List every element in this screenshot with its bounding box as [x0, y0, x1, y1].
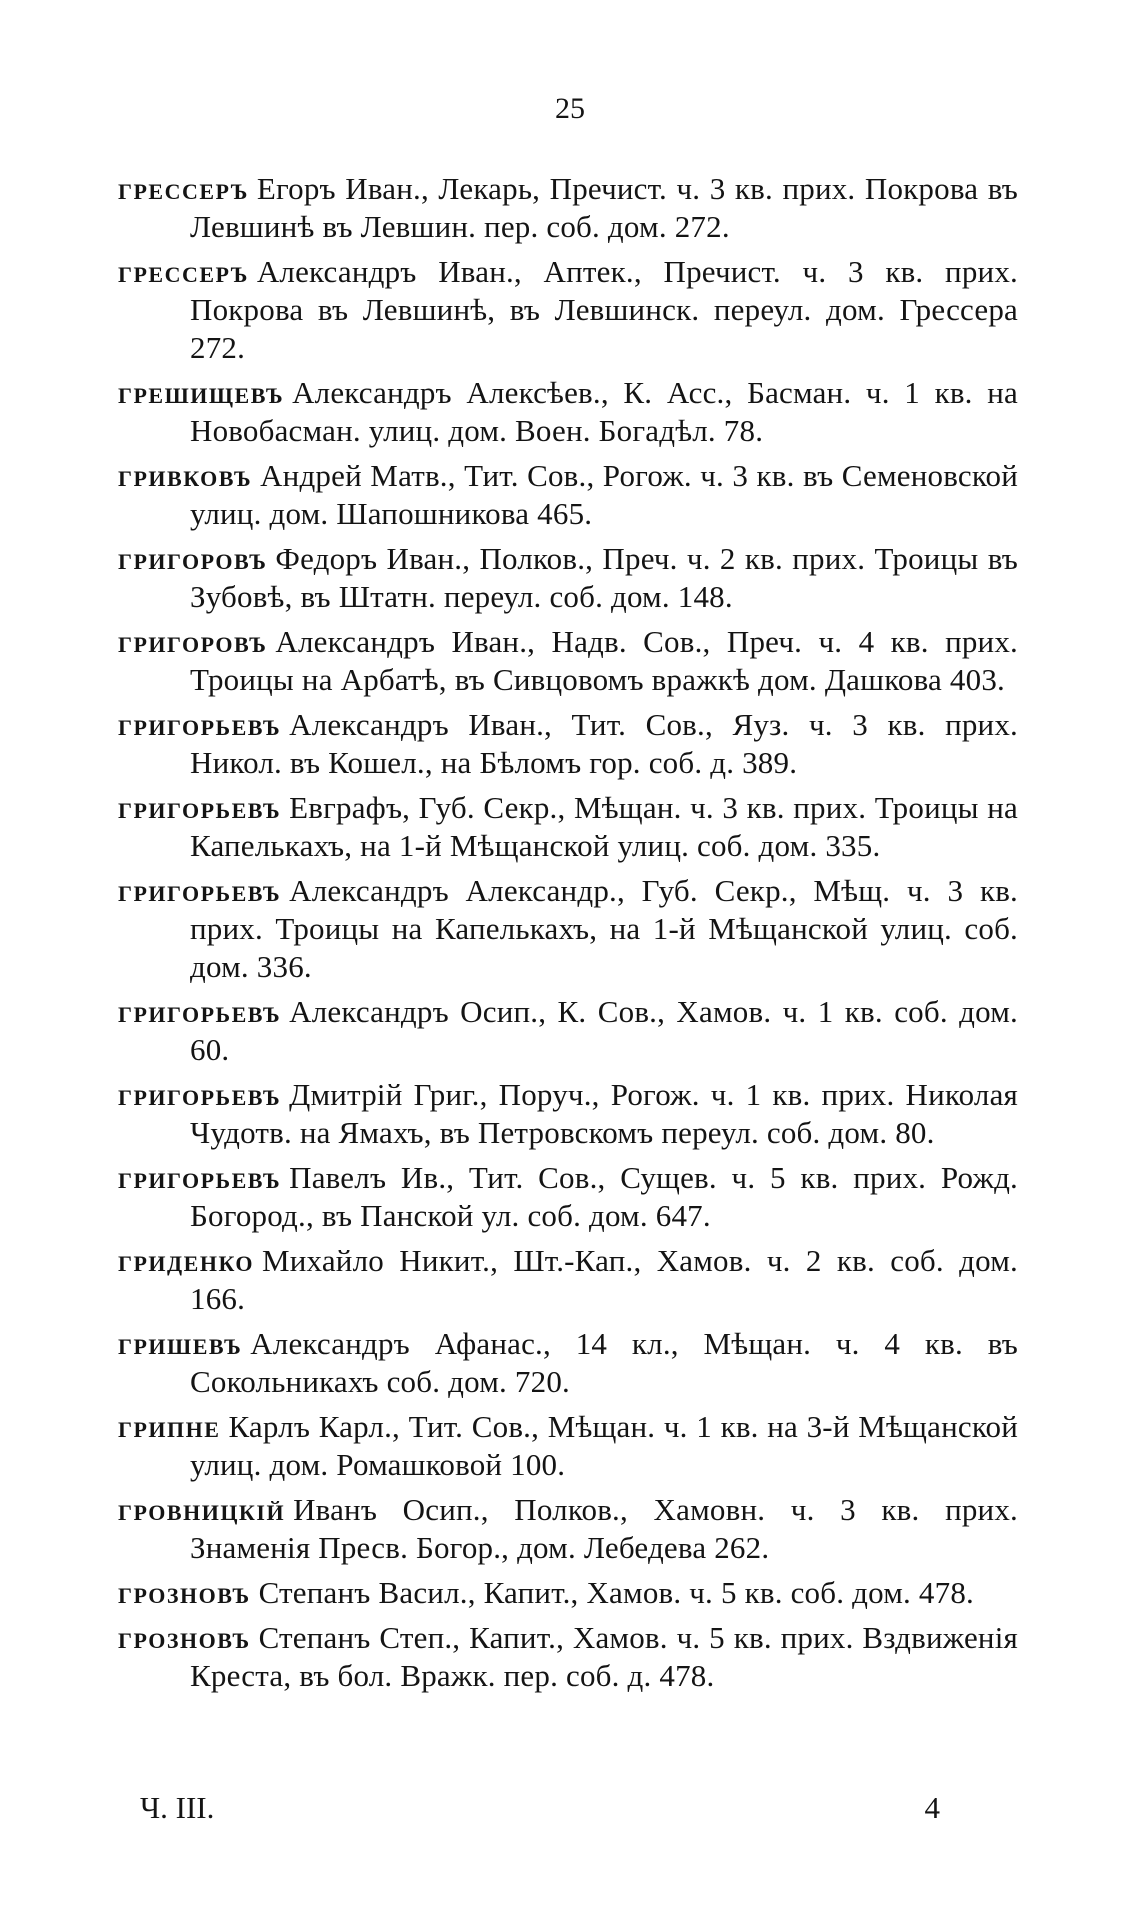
directory-entry: [118, 457, 1018, 533]
entry-surname: грозновъ: [118, 1575, 251, 1610]
page-number: 25: [555, 92, 585, 125]
entry-text: Иванъ Осип., Полков., Хамовн. ч. 3 кв. прих. Знаменія Пресв. Богор., дом. Лебедева 262.: [190, 1492, 1018, 1565]
entry-text: Александръ Иван., Тит. Сов., Яуз. ч. 3 кв. прих. Никол. въ Кошел., на Бѣломъ гор. соб. д. 389.: [190, 707, 1018, 780]
entry-surname: григорьевъ: [118, 790, 282, 825]
entry-surname: гриденко: [118, 1243, 254, 1278]
entry-text: Александръ Иван., Аптек., Пречист. ч. 3 кв. прих. Покрова въ Левшинѣ, въ Левшинск. переул. дом. Грессера 272.: [190, 254, 1018, 365]
entry-text: Степанъ Степ., Капит., Хамов. ч. 5 кв. прих. Вздвиженія Креста, въ бол. Вражк. пер. соб. д. 478.: [190, 1620, 1018, 1693]
directory-entry: [118, 374, 1018, 450]
directory-entry: [118, 1325, 1018, 1401]
entry-surname: грессеръ: [118, 254, 249, 289]
entry-text: Дмитрій Григ., Поруч., Рогож. ч. 1 кв. прих. Николая Чудотв. на Ямахъ, въ Петровскомъ переул. соб. дом. 80.: [190, 1077, 1018, 1150]
entry-text: Андрей Матв., Тит. Сов., Рогож. ч. 3 кв. въ Семеновской улиц. дом. Шапошникова 465.: [190, 458, 1018, 531]
directory-entry: [118, 1491, 1018, 1567]
entry-surname: григорьевъ: [118, 707, 282, 742]
directory-entry: [118, 623, 1018, 699]
directory-entry: [118, 993, 1018, 1069]
entry-surname: григорьевъ: [118, 1160, 282, 1195]
directory-entry: [118, 1574, 1018, 1612]
entry-text: Александръ Алексѣев., К. Асс., Басман. ч. 1 кв. на Новобасман. улиц. дом. Воен. Богадѣл. 78.: [190, 375, 1018, 448]
entry-surname: грипне: [118, 1409, 221, 1444]
entry-surname: григоровъ: [118, 541, 268, 576]
entry-text: Александръ Афанас., 14 кл., Мѣщан. ч. 4 кв. въ Сокольникахъ соб. дом. 720.: [190, 1326, 1018, 1399]
entry-text: Павелъ Ив., Тит. Сов., Сущев. ч. 5 кв. прих. Рожд. Богород., въ Панской ул. соб. дом. 647.: [190, 1160, 1018, 1233]
directory-entry: [118, 540, 1018, 616]
entry-surname: грешищевъ: [118, 375, 285, 410]
directory-entry: [118, 1076, 1018, 1152]
entry-text: Александръ Осип., К. Сов., Хамов. ч. 1 кв. соб. дом. 60.: [190, 994, 1018, 1067]
entry-text: Федоръ Иван., Полков., Преч. ч. 2 кв. прих. Троицы въ Зубовѣ, въ Штатн. переул. соб. дом. 148.: [190, 541, 1018, 614]
entry-surname: грозновъ: [118, 1620, 251, 1655]
directory-entry: [118, 1159, 1018, 1235]
directory-entry: [118, 1408, 1018, 1484]
signature-mark: Ч. III.: [140, 1790, 215, 1825]
entry-surname: григорьевъ: [118, 1077, 282, 1112]
entry-surname: гришевъ: [118, 1326, 243, 1361]
entry-text: Степанъ Васил., Капит., Хамов. ч. 5 кв. соб. дом. 478.: [258, 1575, 974, 1610]
entry-text: Карлъ Карл., Тит. Сов., Мѣщан. ч. 1 кв. на 3-й Мѣщанской улиц. дом. Ромашковой 100.: [190, 1409, 1018, 1482]
entry-surname: григорьевъ: [118, 994, 282, 1029]
entry-surname: гровницкій: [118, 1492, 286, 1527]
directory-entry: [118, 1242, 1018, 1318]
entry-text: Михайло Никит., Шт.-Кап., Хамов. ч. 2 кв. соб. дом. 166.: [190, 1243, 1018, 1316]
directory-entry: [118, 170, 1018, 246]
directory-entry: [118, 1619, 1018, 1695]
entry-text: Егоръ Иван., Лекарь, Пречист. ч. 3 кв. прих. Покрова въ Левшинѣ въ Левшин. пер. соб. дом. 272.: [190, 171, 1018, 244]
entry-surname: григоровъ: [118, 624, 268, 659]
entry-surname: гресcеръ: [118, 171, 249, 206]
entry-surname: гривковъ: [118, 458, 253, 493]
directory-entry: [118, 706, 1018, 782]
directory-entries: [118, 170, 1018, 1702]
directory-entry: [118, 789, 1018, 865]
entry-text: Евграфъ, Губ. Секр., Мѣщан. ч. 3 кв. прих. Троицы на Капелькахъ, на 1-й Мѣщанской улиц. соб. дом. 335.: [190, 790, 1018, 863]
directory-entry: [118, 872, 1018, 986]
sheet-number: 4: [924, 1790, 940, 1825]
directory-entry: [118, 253, 1018, 367]
entry-surname: григорьевъ: [118, 873, 282, 908]
entry-text: Александръ Александр., Губ. Секр., Мѣщ. ч. 3 кв. прих. Троицы на Капелькахъ, на 1-й Мѣщанской улиц. соб. дом. 336.: [190, 873, 1018, 984]
entry-text: Александръ Иван., Надв. Сов., Преч. ч. 4 кв. прих. Троицы на Арбатѣ, въ Сивцовомъ вражкѣ дом. Дашкова 403.: [190, 624, 1018, 697]
